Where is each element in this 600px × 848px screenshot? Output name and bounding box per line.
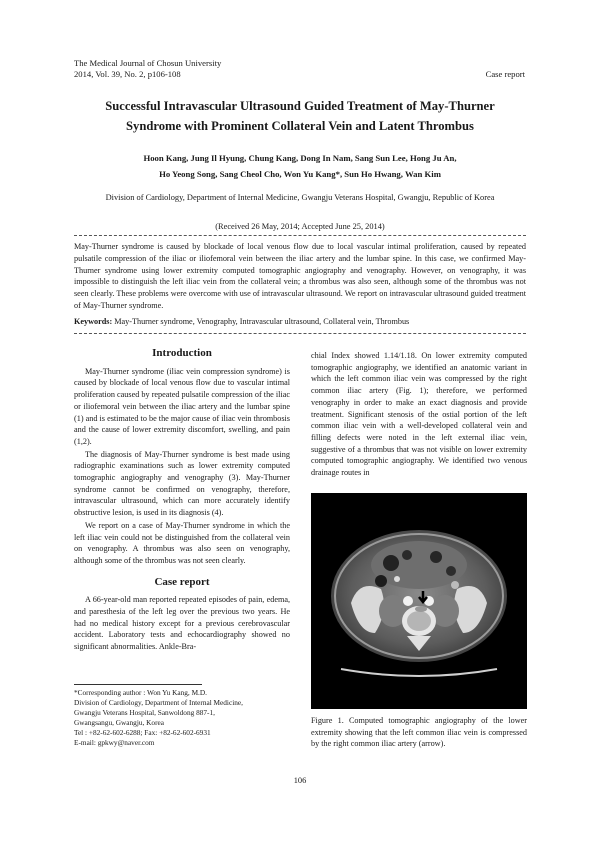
left-column	[74, 348, 290, 653]
received-dates: (Received 26 May, 2014; Accepted June 25, 2014)	[215, 222, 385, 231]
journal-header	[74, 58, 221, 80]
footnote-division: Division of Cardiology, Department of Internal Medicine,	[74, 698, 243, 708]
paper-title	[60, 96, 540, 136]
title-line-2: Syndrome with Prominent Collateral Vein and Latent Thrombus	[126, 119, 474, 133]
journal-name: The Medical Journal of Chosun University	[74, 58, 222, 68]
footnote-city: Gwangsangu, Gwangju, Korea	[74, 718, 164, 728]
ct-scan-icon	[311, 493, 527, 709]
authors-line-2: Ho Yeong Song, Sang Cheol Cho, Won Yu Kang*, Sun Ho Hwang, Wan Kim	[159, 169, 441, 179]
keywords-label: Keywords:	[74, 317, 113, 326]
footnote	[74, 688, 294, 749]
right-column	[311, 350, 527, 479]
footnote-phone: Tel : +82-62-602-6288; Fax: +82-62-602-6931	[74, 728, 211, 738]
author-list	[60, 150, 540, 182]
case-heading: Case report	[154, 575, 210, 588]
authors-line-1: Hoon Kang, Jung Il Hyung, Chung Kang, Dong In Nam, Sang Sun Lee, Hong Ju An,	[143, 153, 457, 163]
journal-issue: 2014, Vol. 39, No. 2, p106-108	[74, 69, 181, 79]
affiliation: Division of Cardiology, Department of Internal Medicine, Gwangju Veterans Hospital, Gwangju, Republic of Korea	[105, 193, 495, 202]
title-line-1: Successful Intravascular Ultrasound Guided Treatment of May-Thurner	[105, 99, 495, 113]
divider-bottom	[74, 333, 526, 334]
footnote-email: E-mail: gpkwy@naver.com	[74, 738, 155, 748]
ct-scan-image	[311, 493, 527, 709]
intro-paragraph-2: The diagnosis of May-Thurner syndrome is best made using radiographic examinations such as lower extremity computed tomographic angiography and venography (3). May-Thurner syndrome cannot be confirmed on venography, therefore, intravascular ultrasound, which can more accurately identify obstructive lesion, is used in its diagnosis (4).	[74, 449, 290, 518]
abstract: May-Thurner syndrome is caused by blockade of local venous flow due to local vascular intimal proliferation, caused by repeated pulsatile compression of the iliac or iliofemoral vein between the iliac artery and the lumbar spine. In this case, we confirmed May-Thurner syndrome using lower extremity computed tomographic angiography and venography. However, on venography, it was impossible to distinguish the left iliac vein from the collateral vein; a thrombus was also seen, although some of the thrombus was not seen clearly. These problems were overcome with use of intravascular ultrasound. We report on intravascular ultrasound guided treatment of May-Thurner syndrome.	[74, 242, 526, 310]
keywords-text: May-Thurner syndrome, Venography, Intravascular ultrasound, Collateral vein, Thrombus	[114, 317, 410, 326]
intro-heading: Introduction	[152, 347, 212, 359]
footnote-hospital: Gwangju Veterans Hospital, Sanwoldong 887-1,	[74, 708, 215, 718]
case-paragraph-continued: chial Index showed 1.14/1.18. On lower extremity computed tomographic angiography, we identified an anatomic variant in which the left common iliac vein was compressed by the right common iliac artery (Fig. 1); therefore, we performed venography in order to make an exact diagnosis and provide treatment. Significant stenosis of the ostial portion of the left common iliac vein with a well-developed collateral vein and filling defects were noted in the left external iliac vein, suggestive of a thrombus that was not visible on lower extremity computed tomographic angiography. We identified two venous drainage routes in	[311, 351, 527, 478]
page-number: 106	[293, 776, 307, 785]
footnote-rule	[74, 684, 202, 685]
figure-caption: Figure 1. Computed tomographic angiography of the lower extremity showing that the left common iliac vein is compressed by the right common iliac artery (arrow).	[311, 716, 527, 749]
divider-top	[74, 235, 526, 236]
footnote-corresponding: *Corresponding author : Won Yu Kang, M.D.	[74, 688, 207, 697]
intro-paragraph-3: We report on a case of May-Thurner syndrome in which the left iliac vein could not be distinguished from the collateral vein on venography. A thrombus was also seen on venography, although some of the thrombus was not seen clearly.	[74, 520, 290, 565]
article-type: Case report	[485, 69, 525, 79]
keywords	[74, 316, 526, 328]
case-paragraph-1: A 66-year-old man reported repeated episodes of pain, edema, and paresthesia of the left leg over the previous two years. He had no medical history except for a previous cerebrovascular accident. Laboratory tests and echocardiography showed no significant abnormalities. Ankle-Bra-	[74, 595, 290, 652]
intro-paragraph-1: May-Thurner syndrome (iliac vein compression syndrome) is caused by blockade of local venous flow due to vascular intimal proliferation caused by repeated pulsatile compression of the iliac or iliofemoral vein between the iliac artery and the lumbar spine (1) and is estimated to be the major cause of iliac vein thrombosis and the cause of lower extremity discomfort, swelling, and pain (1,2).	[74, 366, 290, 446]
